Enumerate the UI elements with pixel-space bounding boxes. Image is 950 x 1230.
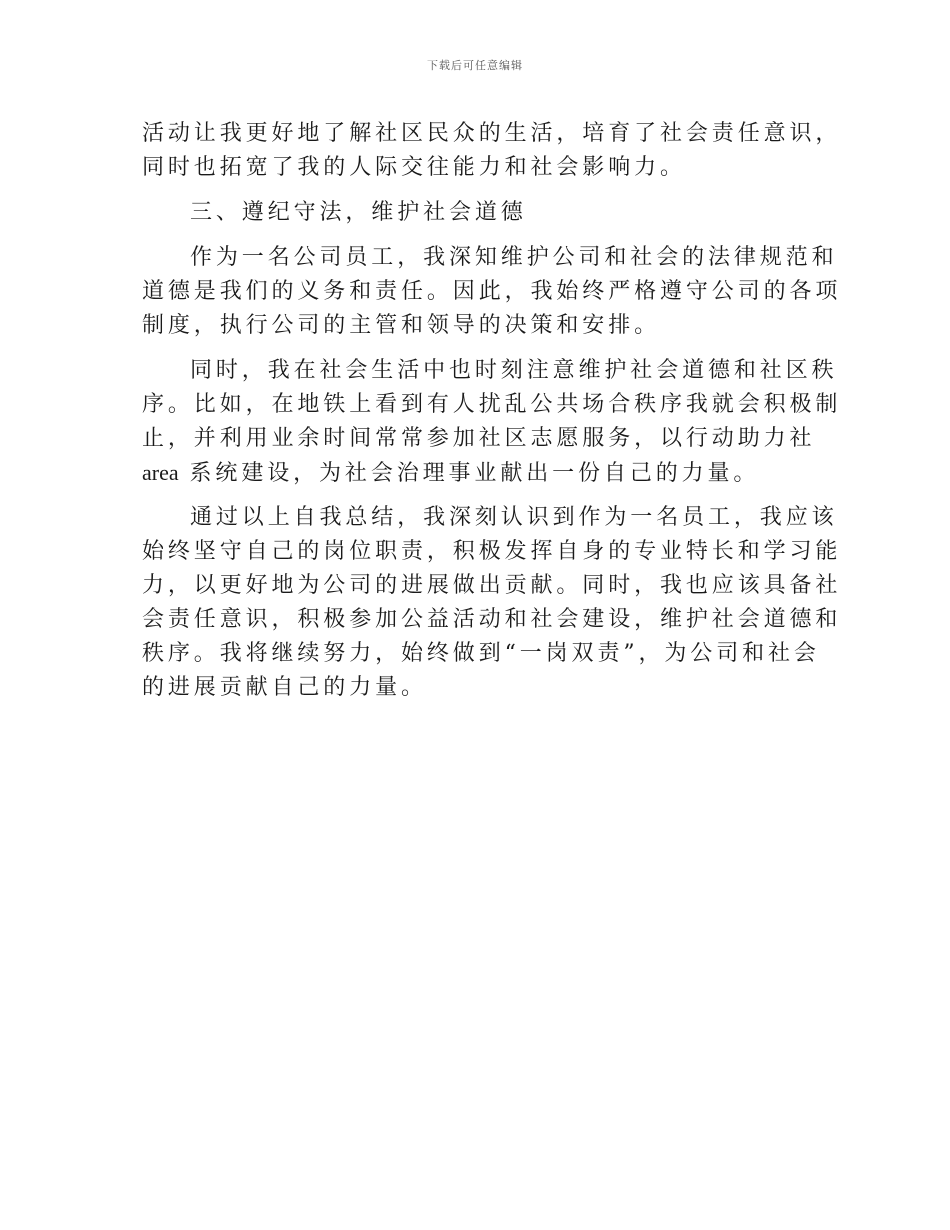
text-line: 同时，我在社会生活中也时刻注意维护社会道德和社区秩 (190, 358, 838, 383)
text-line: 同时也拓宽了我的人际交往能力和社会影响力。 (142, 155, 686, 180)
page-header: 下载后可任意编辑 (427, 59, 523, 72)
text-line: 活动让我更好地了解社区民众的生活，培育了社会责任意识， (142, 121, 842, 146)
text-line: 会责任意识，积极参加公益活动和社会建设，维护社会道德和 (142, 607, 842, 632)
document-body (142, 117, 842, 705)
text-line: 的进展贡献自己的力量。 (142, 675, 427, 700)
text-line: 通过以上自我总结，我深刻认识到作为一名员工，我应该 (190, 505, 838, 530)
text-line: 制度，执行公司的主管和领导的决策和安排。 (142, 313, 661, 338)
latin-word: area (142, 460, 179, 485)
heading-line: 三、遵纪守法，维护社会道德 (190, 200, 527, 225)
text-segment: 系统建设，为社会治理事业献出一份自己的力量。 (189, 461, 760, 486)
text-line: 力，以更好地为公司的进展做出贡献。同时，我也应该具备社 (142, 573, 842, 598)
text-line-mixed (142, 456, 812, 490)
paragraph-4 (142, 501, 842, 705)
text-line: 序。比如，在地铁上看到有人扰乱公共场合秩序我就会积极制 (142, 392, 842, 417)
text-line: 作为一名公司员工，我深知维护公司和社会的法律规范和 (190, 245, 838, 270)
text-line: 道德是我们的义务和责任。因此，我始终严格遵守公司的各项 (142, 279, 842, 304)
paragraph-2 (142, 241, 842, 343)
paragraph-1 (142, 117, 842, 185)
text-line: 止，并利用业余时间常常参加社区志愿服务，以行动助力社 (142, 426, 816, 451)
paragraph-3 (142, 354, 842, 490)
text-line: 始终坚守自己的岗位职责，积极发挥自身的专业特长和学习能 (142, 539, 842, 564)
text-line: 秩序。我将继续努力，始终做到“一岗双责”，为公司和社会 (142, 641, 820, 666)
section-heading (142, 196, 812, 230)
